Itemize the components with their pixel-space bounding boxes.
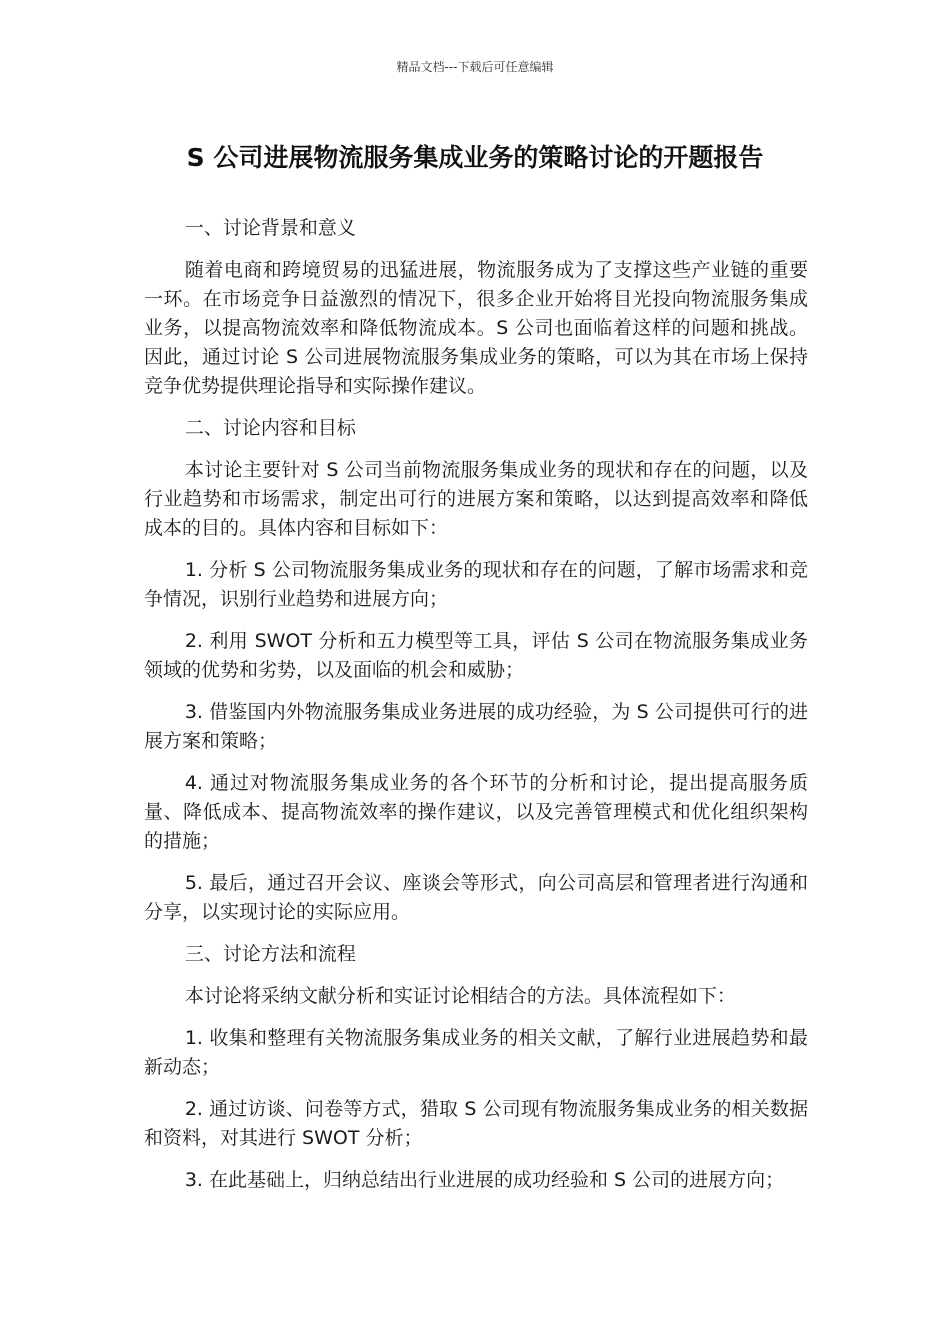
list-item-content-2: 2. 利用 SWOT 分析和五力模型等工具，评估 S 公司在物流服务集成业务领域的优势和劣势，以及面临的机会和威胁； (144, 630, 808, 681)
paragraph-content-intro: 本讨论主要针对 S 公司当前物流服务集成业务的现状和存在的问题，以及行业趋势和市场需求，制定出可行的进展方案和策略，以达到提高效率和降低成本的目的。具体内容和目标如下： (144, 459, 808, 539)
document-body (144, 214, 808, 1208)
list-item-method-2: 2. 通过访谈、问卷等方式，猎取 S 公司现有物流服务集成业务的相关数据和资料，对其进行 SWOT 分析； (144, 1098, 808, 1149)
document-title: S 公司进展物流服务集成业务的策略讨论的开题报告 (186, 143, 764, 172)
list-item-content-3: 3. 借鉴国内外物流服务集成业务进展的成功经验，为 S 公司提供可行的进展方案和策略； (144, 701, 808, 752)
section-heading-2: 二、讨论内容和目标 (184, 417, 356, 439)
section-heading-3: 三、讨论方法和流程 (184, 943, 356, 965)
section-heading-1: 一、讨论背景和意义 (184, 217, 356, 239)
list-item-method-3: 3. 在此基础上，归纳总结出行业进展的成功经验和 S 公司的进展方向； (184, 1169, 785, 1191)
paragraph-background: 随着电商和跨境贸易的迅猛进展，物流服务成为了支撑这些产业链的重要一环。在市场竞争日益激烈的情况下，很多企业开始将目光投向物流服务集成业务，以提高物流效率和降低物流成本。S 公司也面临着这样的问题和挑战。因此，通过讨论 S 公司进展物流服务集成业务的策略，可以为其在市场上保持竞争优势提供理论指导和实际操作建议。 (144, 259, 808, 397)
list-item-method-1: 1. 收集和整理有关物流服务集成业务的相关文献，了解行业进展趋势和最新动态； (144, 1027, 808, 1078)
list-item-content-4: 4. 通过对物流服务集成业务的各个环节的分析和讨论，提出提高服务质量、降低成本、提高物流效率的操作建议，以及完善管理模式和优化组织架构的措施； (144, 772, 808, 852)
list-item-content-1: 1. 分析 S 公司物流服务集成业务的现状和存在的问题，了解市场需求和竞争情况，识别行业趋势和进展方向； (144, 559, 808, 610)
paragraph-method-intro: 本讨论将采纳文献分析和实证讨论相结合的方法。具体流程如下： (184, 985, 736, 1007)
header-note: 精品文档---下载后可任意编辑 (396, 60, 554, 74)
list-item-content-5: 5. 最后，通过召开会议、座谈会等形式，向公司高层和管理者进行沟通和分享，以实现讨论的实际应用。 (144, 872, 808, 923)
